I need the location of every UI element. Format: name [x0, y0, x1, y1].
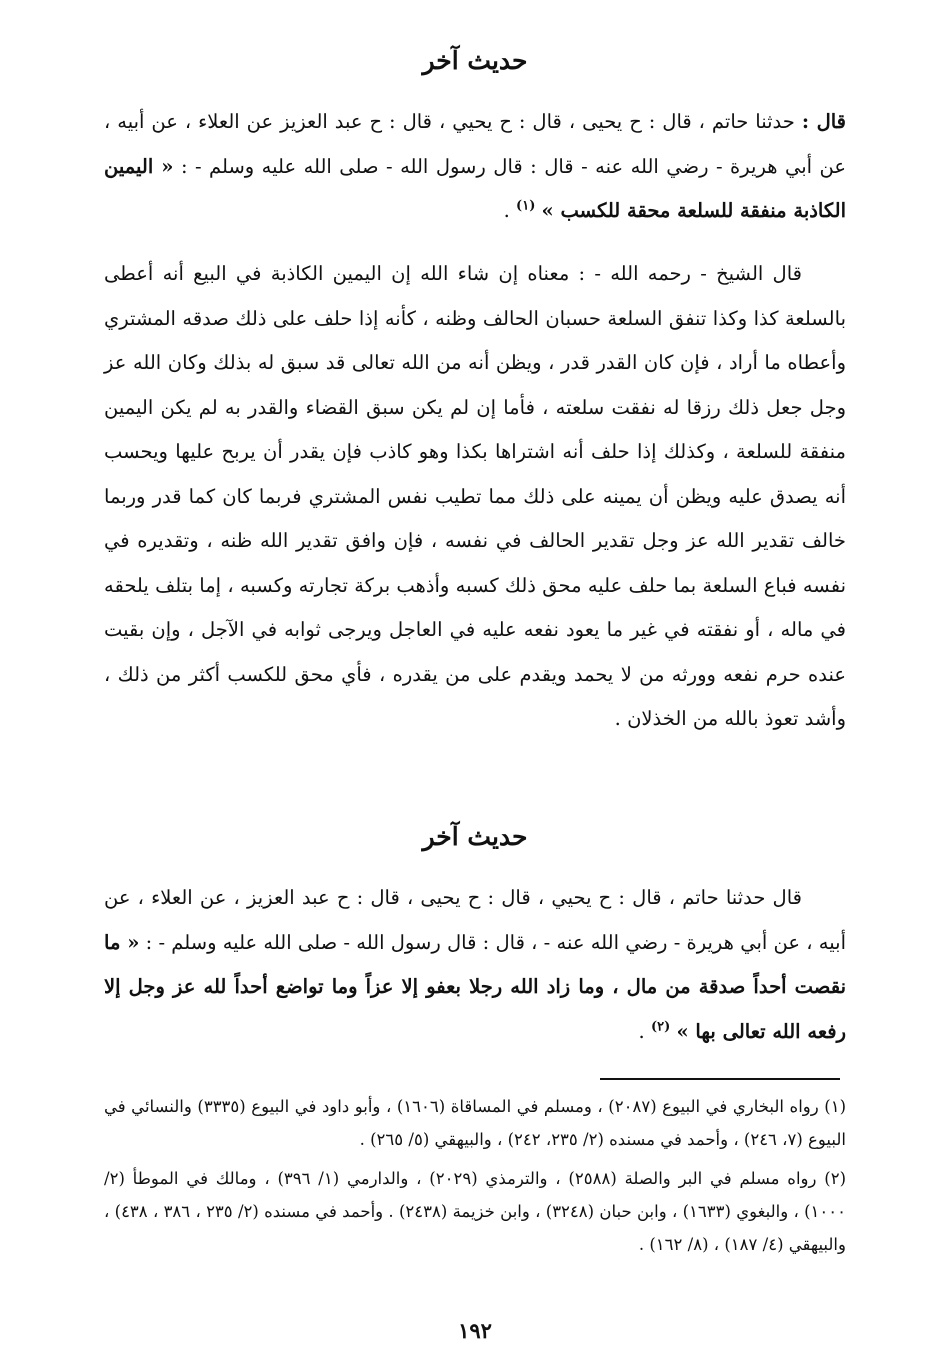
footnote-ref: (١): [516, 198, 536, 214]
section-heading: حديث آخر: [422, 46, 528, 75]
paragraph-lead: قال :: [801, 110, 846, 133]
hadith-quote: « اليمين الكاذبة منفقة للسلعة محقة للكسب »: [104, 154, 846, 222]
paragraph-end: .: [638, 1019, 645, 1043]
footnote: (١) رواه البخاري في البيوع (٢٠٨٧) ، ومسلم في المساقاة (١٦٠٦) ، وأبو داود في البيوع (٣٣٣٥) والنسائي في البيوع (٧، ٢٤٦) ، وأحمد في مسنده (٢/ ٢٣٥، ٢٤٢) ، والبيهقي (٥/ ٢٦٥) .: [104, 1097, 847, 1149]
section-heading: حديث آخر: [422, 822, 528, 851]
footnote-ref: (٢): [650, 1019, 671, 1034]
page-number: ١٩٢: [458, 1318, 492, 1343]
hadith-quote: « ما نقصت أحداً صدقة من مال ، وما زاد الله رجلا بعفو إلا عزاً وما تواضع أحداً لله عز وجل إلا رفعه الله تعالى بها »: [104, 930, 846, 1043]
footnote: (٢) رواه مسلم في البر والصلة (٢٥٨٨) ، والترمذي (٢٠٢٩) ، والدارمي (١/ ٣٩٦) ، ومالك في الموطأ (٢/ ١٠٠٠) ، والبغوي (١٦٣٣) ، وابن حبان (٣٢٤٨) ، وابن خزيمة (٢٤٣٨) . وأحمد في مسنده (٢/ ٢٣٥ ، ٣٨٦ ، ٤٣٨) ، والبيهقي (٤/ ١٨٧) ، (٨/ ١٦٢) .: [104, 1169, 847, 1254]
isnad-text: قال حدثنا حاتم ، قال : ح يحيي ، قال : ح يحيى ، قال : ح عبد العزيز ، عن العلاء ، عن أبيه ، عن أبي هريرة - رضي الله عنه - ، قال : قال رسول الله - صلى الله عليه وسلم - :: [104, 886, 846, 954]
footnote-divider: [600, 1078, 840, 1080]
isnad-text: حدثنا حاتم ، قال : ح يحيى ، قال : ح يحيي ، قال : ح عبد العزيز عن العلاء ، عن أبيه ، عن أبي هريرة - رضي الله عنه - قال : قال رسول الله - صلى الله عليه وسلم - :: [104, 110, 846, 178]
hadith-paragraph: [104, 876, 846, 1054]
paragraph-end: .: [503, 199, 510, 222]
commentary-paragraph: [104, 252, 846, 742]
hadith-paragraph: [104, 100, 846, 234]
commentary-text: قال الشيخ - رحمه الله - : معناه إن شاء الله إن اليمين الكاذبة في البيع أنه أعطى بالسلعة كذا وكذا تنفق السلعة حسبان الحالف وظنه ، كأنه إذا حلف على ذلك صدقه المشتري وأعطاه ما أراد ، فإن كان القدر قدر ، ويظن أنه من الله تعالى قد سبق له بذلك وكان الله عز وجل جعل ذلك رزقا له نفقت سلعته ، فأما إن لم يكن سبق القضاء والقدر به لم يكن اليمين منفقة للسلعة ، وكذلك إذا حلف أنه اشتراها بكذا وهو كاذب فإن يقدر أن يربح عليها ويحسب أنه يصدق عليه ويظن أن يمينه على ذلك مما تطيب نفس المشتري فربما كان كما قدر وربما خالف تقدير الله عز وجل تقدير الحالف في نفسه ، فإن وافق تقدير الله ظنه ، وتقديره في نفسه فباع السلعة بما حلف عليه محق ذلك كسبه وأذهب بركة تجارته وكسبه ، إما بتلف يلحقه في ماله ، أو نفقته في غير ما يعود نفعه عليه في العاجل ويرجى ثوابه في الآجل ، وإن بقيت عنده حرم نفعه وورثه من لا يحمد ويقدم على من يقدره ، فأي محق للكسب أكثر من ذلك ، وأشد تعوذ بالله من الخذلان .: [104, 262, 846, 730]
